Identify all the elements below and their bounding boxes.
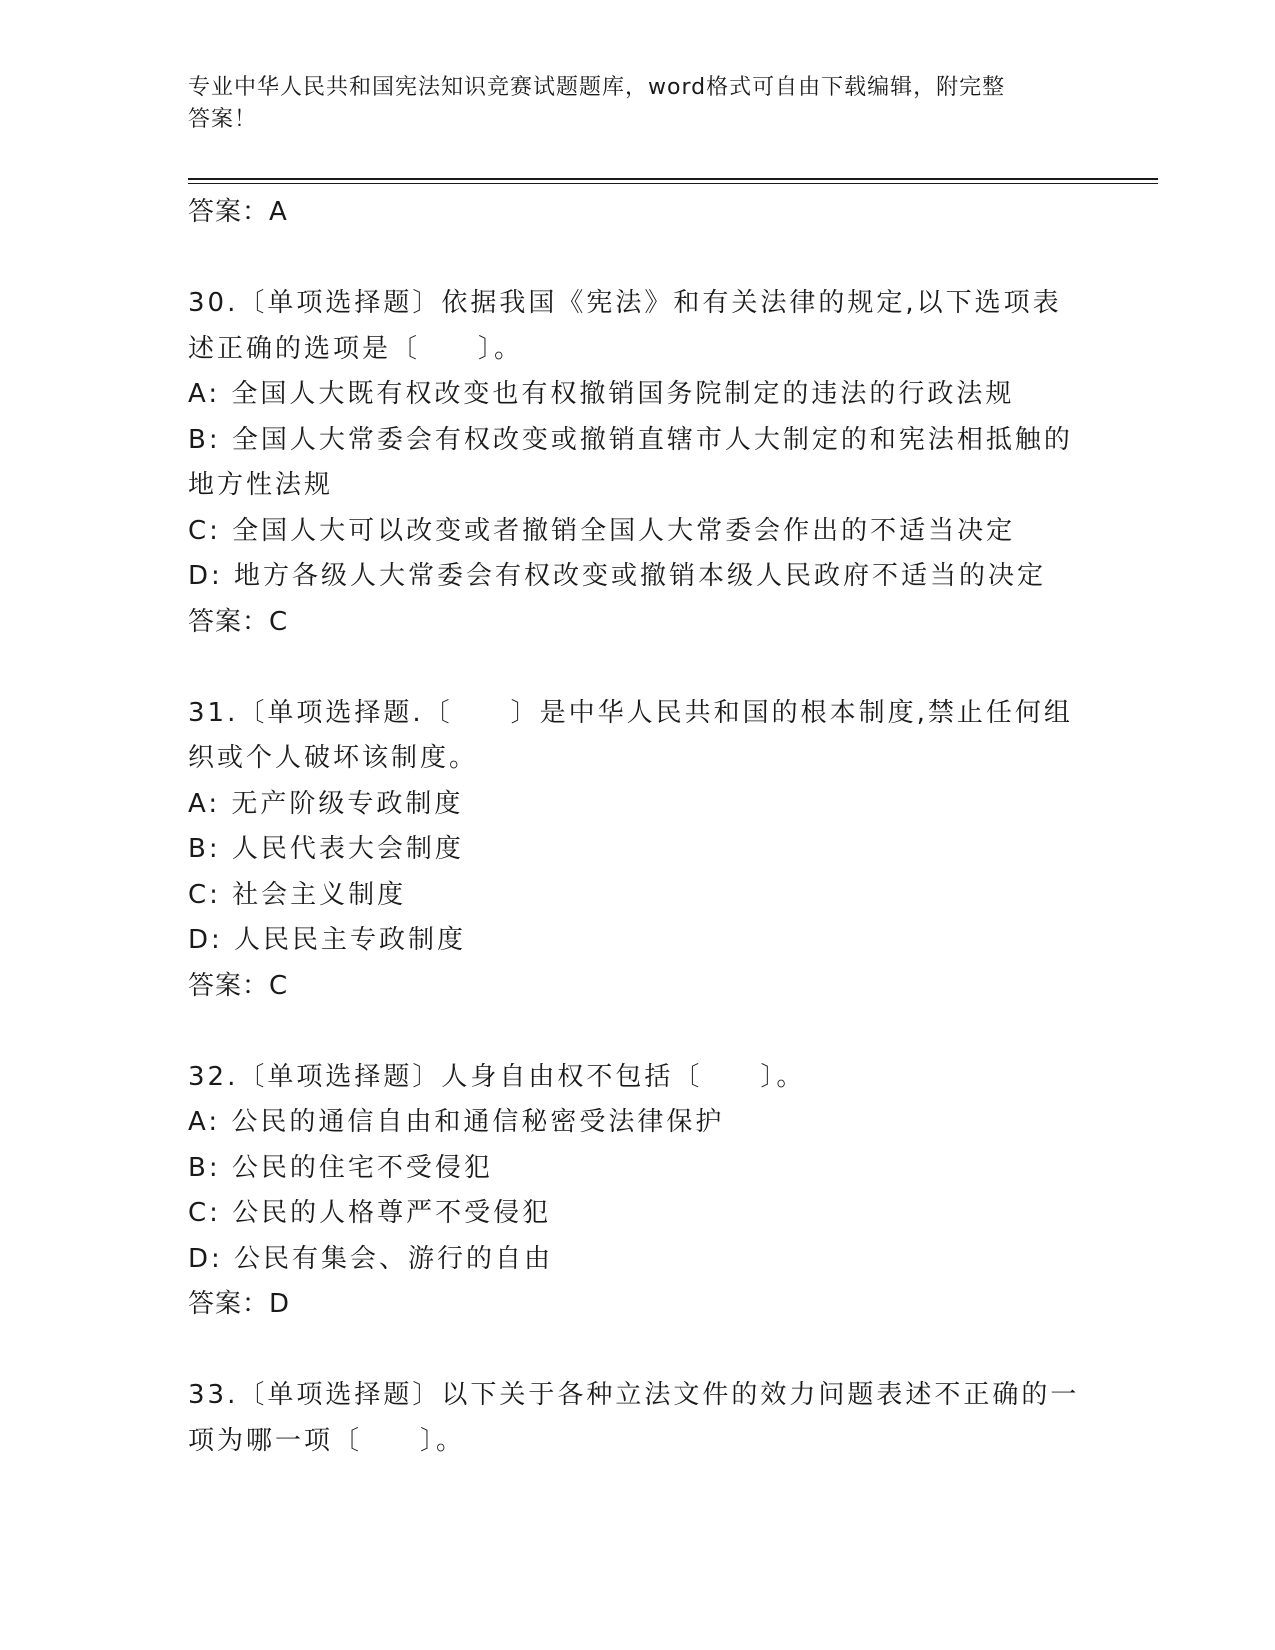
spacer <box>188 1009 1088 1055</box>
answer-text: 答案：C <box>188 970 289 1001</box>
answer-text: 答案：D <box>188 1289 291 1319</box>
spacer <box>188 1328 1088 1374</box>
option-b-continued: 地方性法规 <box>188 470 334 500</box>
option-d: D: 公民有集会、游行的自由 <box>188 1243 554 1274</box>
option-a: A: 无产阶级专政制度 <box>188 788 464 819</box>
answer-text: 答案：C <box>188 606 289 637</box>
spacer <box>188 236 1088 282</box>
option-b: B: 全国人大常委会有权改变或撤销直辖市人大制定的和宪法相抵触的 <box>188 424 1073 455</box>
option-b: B: 公民的住宅不受侵犯 <box>188 1152 493 1183</box>
option-c: C: 全国人大可以改变或者撤销全国人大常委会作出的不适当决定 <box>188 515 1016 546</box>
option-a: A: 全国人大既有权改变也有权撤销国务院制定的违法的行政法规 <box>188 379 1015 409</box>
question-31 <box>188 691 1088 1010</box>
answer-text: 答案：A <box>188 197 288 227</box>
header-divider <box>188 178 1158 184</box>
question-text: 33.〔单项选择题〕以下关于各种立法文件的效力问题表述不正确的一 <box>188 1380 1080 1410</box>
question-text: 32.〔单项选择题〕人身自由权不包括〔 〕。 <box>188 1061 806 1092</box>
spacer <box>188 645 1088 691</box>
question-list <box>188 190 1088 1464</box>
option-b: B: 人民代表大会制度 <box>188 834 464 864</box>
option-a: A: 公民的通信自由和通信秘密受法律保护 <box>188 1107 725 1137</box>
option-c: C: 公民的人格尊严不受侵犯 <box>188 1198 552 1228</box>
question-text: 30.〔单项选择题〕依据我国《宪法》和有关法律的规定,以下选项表 <box>188 288 1062 318</box>
question-text: 述正确的选项是〔 〕。 <box>188 333 524 364</box>
question-text: 31.〔单项选择题.〔 〕是中华人民共和国的根本制度,禁止任何组 <box>188 697 1073 728</box>
header-line-1: 专业中华人民共和国宪法知识竞赛试题题库，word格式可自由下载编辑，附完整 <box>188 75 1006 100</box>
question-33 <box>188 1373 1088 1464</box>
question-text: 织或个人破坏该制度。 <box>188 743 479 773</box>
question-text: 项为哪一项〔 〕。 <box>188 1425 466 1456</box>
header-line-2: 答案！ <box>188 107 258 132</box>
document-header <box>188 72 1088 136</box>
option-d: D: 地方各级人大常委会有权改变或撤销本级人民政府不适当的决定 <box>188 561 1047 591</box>
question-30 <box>188 281 1088 645</box>
question-32 <box>188 1055 1088 1328</box>
option-c: C: 社会主义制度 <box>188 879 407 910</box>
option-d: D: 人民民主专政制度 <box>188 925 467 955</box>
